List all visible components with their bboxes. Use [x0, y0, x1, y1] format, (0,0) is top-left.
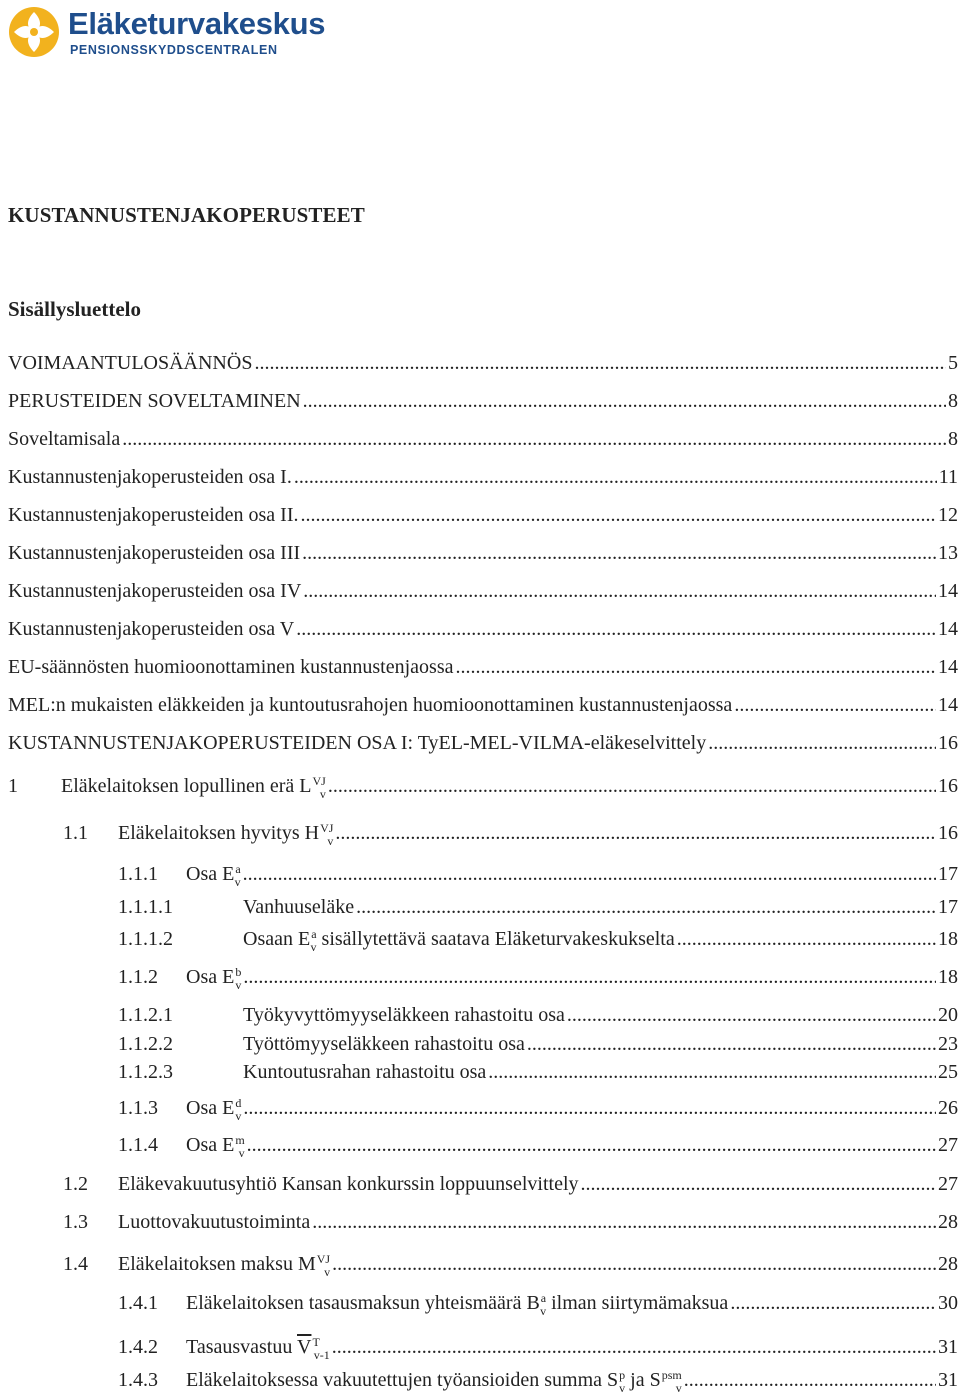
toc-entry-number: 1.4.2 — [118, 1336, 158, 1358]
toc-entry-number: 1 — [8, 775, 18, 797]
toc-entry-page-number: 16 — [938, 822, 958, 844]
toc-entry-dot-leader — [302, 543, 936, 563]
toc-entry-dot-leader — [303, 581, 936, 601]
toc-entry-label — [8, 733, 706, 753]
toc-entry-text: Eläkelaitoksessa vakuutettujen työansioiden summa S — [186, 1369, 619, 1391]
toc-entry-text: Kuntoutusrahan rahastoitu osa — [243, 1061, 487, 1083]
toc-entry-page-number: 14 — [938, 618, 958, 640]
toc-entry[interactable] — [0, 1281, 958, 1318]
toc-entry-text: Eläkelaitoksen lopullinen erä L — [61, 775, 312, 797]
toc-entry-number: 1.1.2.3 — [118, 1061, 173, 1083]
toc-entry-subscript: v — [327, 834, 334, 848]
toc-entry-dot-leader — [296, 619, 936, 639]
toc-entry-page-number: 14 — [938, 580, 958, 602]
toc-entry[interactable] — [0, 569, 958, 601]
toc-entry-text: Osaan E — [243, 928, 311, 950]
toc-entry-dot-leader — [332, 1337, 936, 1357]
toc-entry-superscript: a — [235, 862, 241, 876]
toc-entry[interactable] — [0, 1050, 958, 1082]
toc-entry-page-number: 18 — [938, 928, 958, 950]
toc-entry-dot-leader — [247, 1135, 936, 1155]
toc-entry-subscript: v — [235, 978, 242, 992]
toc-entry[interactable] — [0, 1200, 958, 1232]
toc-entry-dot-leader — [243, 864, 936, 884]
toc-entry[interactable] — [0, 531, 958, 563]
toc-entry-number: 1.4 — [63, 1253, 88, 1275]
toc-entry-page-number: 28 — [938, 1253, 958, 1275]
toc-entry-page-number: 23 — [938, 1033, 958, 1055]
toc-entry-dot-leader — [303, 391, 946, 411]
toc-entry-superscript: T — [312, 1335, 320, 1349]
toc-entry[interactable] — [0, 417, 958, 449]
toc-entry[interactable] — [0, 493, 958, 525]
toc-entry-dot-leader — [488, 1062, 936, 1082]
toc-entry-label — [8, 581, 301, 601]
toc-entry[interactable] — [0, 455, 958, 487]
toc-entry-text: Luottovakuutustoiminta — [118, 1211, 311, 1233]
toc-entry-number: 1.4.1 — [118, 1292, 158, 1314]
toc-entry-subscript: v — [310, 940, 317, 954]
toc-entry-text: Vanhuuseläke — [243, 896, 355, 918]
toc-entry-label — [8, 695, 732, 715]
toc-entry-dot-leader — [684, 1370, 936, 1390]
toc-entry[interactable] — [0, 917, 958, 954]
toc-entry[interactable] — [0, 811, 958, 848]
toc-entry-superscript: VJ — [316, 1252, 331, 1266]
toc-entry-text: Eläkelaitoksen hyvitys H — [118, 822, 320, 844]
toc-entry-dot-leader — [300, 505, 936, 525]
toc-entry-subscript: v — [540, 1304, 547, 1318]
toc-entry-number: 1.1.1 — [118, 863, 158, 885]
toc-entry-number: 1.1.4 — [118, 1134, 158, 1156]
toc-entry-dot-leader — [122, 429, 946, 449]
toc-entry-number: 1.3 — [63, 1211, 88, 1233]
toc-entry-number: 1.1.2.1 — [118, 1004, 173, 1026]
toc-entry-subscript: v — [319, 787, 326, 801]
toc-entry[interactable] — [0, 1242, 958, 1279]
toc-entry-text: Soveltamisala — [8, 428, 121, 450]
toc-entry-text-after: ilman siirtymämaksua — [546, 1292, 729, 1314]
toc-entry-text-after: sisällytettävä saatava Eläketurvakeskukselta — [316, 928, 675, 950]
toc-entry-page-number: 27 — [938, 1173, 958, 1195]
toc-entry-text: Osa E — [186, 1134, 235, 1156]
toc-entry-symbol: $\overline{V}$ — [297, 1336, 312, 1358]
toc-entry-label — [243, 1062, 486, 1082]
toc-entry-text: Osa E — [186, 1097, 235, 1119]
toc-entry-dot-leader — [332, 1254, 936, 1274]
toc-entry-text: Osa E — [186, 863, 235, 885]
toc-entry[interactable] — [0, 993, 958, 1025]
toc-entry[interactable] — [0, 1358, 958, 1395]
toc-entry-page-number: 8 — [948, 428, 958, 450]
toc-entry-dot-leader — [734, 695, 936, 715]
toc-entry-text: Eläkelaitoksen tasausmaksun yhteismäärä B — [186, 1292, 540, 1314]
toc-entry-label — [118, 1174, 579, 1194]
toc-entry-dot-leader — [294, 467, 937, 487]
toc-entry-dot-leader — [708, 733, 936, 753]
toc-entry-page-number: 28 — [938, 1211, 958, 1233]
toc-entry[interactable] — [0, 1086, 958, 1123]
toc-entry[interactable] — [0, 1162, 958, 1194]
toc-entry-superscript: VJ — [312, 774, 326, 788]
toc-entry-text: Työttömyyseläkkeen rahastoitu osa — [243, 1033, 525, 1055]
toc-entry-label — [186, 1096, 242, 1123]
toc-entry-page-number: 16 — [938, 732, 958, 754]
toc-entry-dot-leader — [581, 1174, 937, 1194]
toc-entry-text: Kustannustenjakoperusteiden osa III — [8, 542, 301, 564]
toc-entry-number: 1.4.3 — [118, 1369, 158, 1391]
toc-entry-text: MEL:n mukaisten eläkkeiden ja kuntoutusrahojen huomioonottaminen kustannustenjaossa — [8, 694, 733, 716]
toc-entry-dot-leader — [730, 1293, 936, 1313]
toc-entry-label — [8, 505, 298, 525]
toc-entry-page-number: 30 — [938, 1292, 958, 1314]
toc-entry-text: KUSTANNUSTENJAKOPERUSTEIDEN OSA I: TyEL-MEL-VILMA-eläkeselvittely — [8, 732, 707, 754]
toc-entry-label — [8, 619, 294, 639]
toc-entry-text: Kustannustenjakoperusteiden osa I. — [8, 466, 292, 488]
toc-entry[interactable] — [0, 379, 958, 411]
toc-entry-superscript: a — [311, 927, 317, 941]
toc-entry-page-number: 8 — [948, 390, 958, 412]
toc-entry-number: 1.1 — [63, 822, 88, 844]
toc-entry-text: Kustannustenjakoperusteiden osa II. — [8, 504, 299, 526]
toc-entry-superscript: d — [235, 1096, 242, 1110]
toc-entry[interactable] — [0, 721, 958, 753]
toc-entry-page-number: 11 — [938, 466, 958, 488]
toc-entry-page-number: 12 — [938, 504, 958, 526]
toc-entry-dot-leader — [254, 353, 946, 373]
toc-entry-superscript: a — [540, 1291, 547, 1305]
toc-entry-page-number: 17 — [938, 863, 958, 885]
toc-entry-dot-leader — [243, 967, 936, 987]
toc-entry-label — [118, 1212, 310, 1232]
toc-entry[interactable] — [0, 683, 958, 715]
toc-entry-text: Eläkelaitoksen maksu M — [118, 1253, 316, 1275]
toc-entry-subscript: v-1 — [313, 1348, 330, 1362]
toc-entry[interactable] — [0, 852, 958, 889]
toc-entry-superscript: psm — [661, 1368, 682, 1382]
brand-emblem-icon — [8, 6, 60, 58]
toc-entry[interactable] — [0, 885, 958, 917]
toc-entry-dot-leader — [677, 929, 936, 949]
toc-entry-page-number: 13 — [938, 542, 958, 564]
toc-entry-number: 1.1.2.2 — [118, 1033, 173, 1055]
toc-entry-dot-leader — [328, 776, 936, 796]
toc-entry-label — [8, 353, 252, 373]
toc-entry-superscript: m — [235, 1133, 245, 1147]
toc-entry-page-number: 26 — [938, 1097, 958, 1119]
toc-entry-page-number: 20 — [938, 1004, 958, 1026]
toc-entry-label — [186, 965, 242, 992]
toc-entry-label — [8, 657, 453, 677]
toc-entry-superscript: b — [235, 965, 242, 979]
toc-entry-label — [8, 429, 120, 449]
toc-entry-label — [186, 862, 241, 889]
toc-entry-page-number: 14 — [938, 656, 958, 678]
toc-entry-dot-leader — [356, 897, 936, 917]
toc-entry-label — [186, 1335, 330, 1362]
toc-entry-label — [243, 897, 354, 917]
toc-entry-subscript: v — [234, 875, 241, 889]
toc-entry-text: Työkyvyttömyyseläkkeen rahastoitu osa — [243, 1004, 565, 1026]
toc-entry-text: Osa E — [186, 966, 235, 988]
toc-entry-label — [61, 774, 326, 801]
toc-entry-text: Eläkevakuutusyhtiö Kansan konkurssin loppuunselvittely — [118, 1173, 579, 1195]
toc-entry[interactable] — [0, 955, 958, 992]
brand-subname: PENSIONSSKYDDSCENTRALEN — [70, 43, 278, 57]
toc-entry-dot-leader — [455, 657, 936, 677]
toc-entry[interactable] — [0, 341, 958, 373]
toc-entry-number: 1.1.2 — [118, 966, 158, 988]
toc-entry-page-number: 27 — [938, 1134, 958, 1156]
toc-entry[interactable] — [0, 1123, 958, 1160]
brand-name: Eläketurvakeskus — [68, 6, 326, 41]
toc-entry-label — [186, 1291, 729, 1318]
toc-entry-text-after: ja S — [625, 1369, 661, 1391]
toc-entry-page-number: 18 — [938, 966, 958, 988]
toc-entry-label — [186, 1133, 245, 1160]
toc-entry-superscript: VJ — [320, 821, 334, 835]
toc-entry-dot-leader — [243, 1098, 936, 1118]
toc-entry-label — [243, 927, 675, 954]
toc-entry-text: Kustannustenjakoperusteiden osa IV — [8, 580, 302, 602]
toc-entry-subscript: v — [619, 1381, 626, 1395]
toc-entry-text: EU-säännösten huomioonottaminen kustannustenjaossa — [8, 656, 454, 678]
toc-entry[interactable] — [0, 764, 958, 801]
toc-entry-page-number: 25 — [938, 1061, 958, 1083]
toc-entry-superscript: p — [619, 1368, 626, 1382]
toc-heading: Sisällysluettelo — [8, 297, 142, 321]
toc-entry[interactable] — [0, 1325, 958, 1362]
toc-entry-text: Kustannustenjakoperusteiden osa V — [8, 618, 295, 640]
toc-entry-label — [186, 1368, 682, 1395]
toc-entry-page-number: 17 — [938, 896, 958, 918]
toc-entry-text: VOIMAANTULOSÄÄNNÖS — [8, 352, 253, 374]
toc-entry-page-number: 31 — [938, 1369, 958, 1391]
toc-entry-number: 1.2 — [63, 1173, 88, 1195]
toc-entry[interactable] — [0, 645, 958, 677]
toc-entry-label — [118, 1252, 331, 1279]
toc-entry-page-number: 14 — [938, 694, 958, 716]
toc-entry-text: Tasausvastuu — [186, 1336, 297, 1358]
toc-entry-subscript: v — [675, 1381, 682, 1395]
toc-entry-subscript: v — [238, 1146, 245, 1160]
toc-entry-label — [8, 391, 301, 411]
toc-entry-dot-leader — [335, 823, 936, 843]
toc-entry-number: 1.1.3 — [118, 1097, 158, 1119]
toc-entry-label — [8, 543, 300, 563]
document-title: KUSTANNUSTENJAKOPERUSTEET — [8, 203, 365, 227]
toc-entry-number: 1.1.1.2 — [118, 928, 173, 950]
toc-entry-subscript: v — [324, 1265, 331, 1279]
toc-entry-dot-leader — [312, 1212, 936, 1232]
toc-entry-page-number: 16 — [938, 775, 958, 797]
toc-entry-text: PERUSTEIDEN SOVELTAMINEN — [8, 390, 301, 412]
toc-entry[interactable] — [0, 607, 958, 639]
toc-entry-label — [8, 467, 292, 487]
toc-entry-subscript: v — [235, 1109, 242, 1123]
toc-entry-page-number: 5 — [948, 352, 958, 374]
toc-entry-label — [118, 821, 334, 848]
toc-entry-number: 1.1.1.1 — [118, 896, 173, 918]
toc-entry-page-number: 31 — [938, 1336, 958, 1358]
